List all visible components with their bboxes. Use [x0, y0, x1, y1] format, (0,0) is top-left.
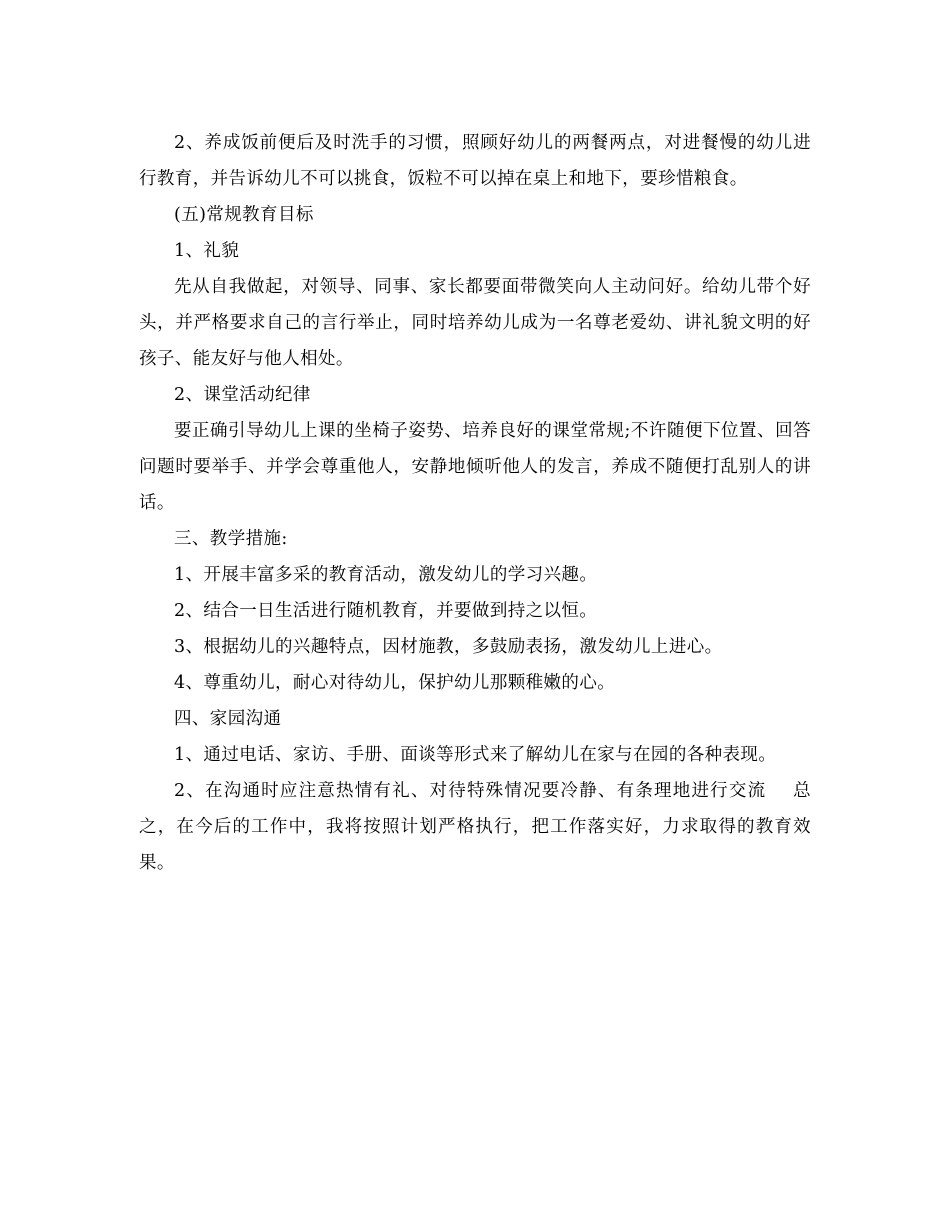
measure-item-2: 2、结合一日生活进行随机教育，并要做到持之以恒。 — [174, 601, 598, 621]
subheading-manners: 1、礼貌 — [174, 241, 240, 261]
heading-home-school-communication: 四、家园沟通 — [174, 709, 282, 729]
paragraph-meal-habits: 2、养成饭前便后及时洗手的习惯，照顾好幼儿的两餐两点，对进餐慢的幼儿进行教育，并告诉幼儿不可以挑食，饭粒不可以掉在桌上和地下，要珍惜粮食。 — [139, 133, 811, 189]
heading-teaching-measures: 三、教学措施: — [174, 529, 288, 549]
heading-routine-education-goals: (五)常规教育目标 — [174, 205, 314, 225]
measure-item-4: 4、尊重幼儿，耐心对待幼儿，保护幼儿那颗稚嫩的心。 — [174, 673, 616, 693]
communication-item-2-and-summary — [139, 773, 811, 881]
measure-item-1: 1、开展丰富多采的教育活动，激发幼儿的学习兴趣。 — [174, 565, 598, 585]
paragraph-manners: 先从自我做起，对领导、同事、家长都要面带微笑向人主动问好。给幼儿带个好头，并严格要求自己的言行举止，同时培养幼儿成为一名尊老爱幼、讲礼貌文明的好孩子、能友好与他人相处。 — [139, 277, 811, 369]
paragraph-classroom-discipline: 要正确引导幼儿上课的坐椅子姿势、培养良好的课堂常规;不许随便下位置、回答问题时要举手、并学会尊重他人，安静地倾听他人的发言，养成不随便打乱别人的讲话。 — [139, 421, 811, 513]
summary-text: 总之，在今后的工作中，我将按照计划严格执行，把工作落实好，力求取得的教育效果。 — [139, 781, 811, 873]
communication-item-1: 1、通过电话、家访、手册、面谈等形式来了解幼儿在家与在园的各种表现。 — [174, 745, 777, 765]
subheading-classroom-discipline: 2、课堂活动纪律 — [174, 385, 311, 405]
communication-item-2: 2、在沟通时应注意热情有礼、对待特殊情况要冷静、有条理地进行交流 — [174, 781, 767, 801]
measure-item-3: 3、根据幼儿的兴趣特点，因材施教，多鼓励表扬，激发幼儿上进心。 — [174, 637, 723, 657]
document-body — [139, 125, 811, 881]
